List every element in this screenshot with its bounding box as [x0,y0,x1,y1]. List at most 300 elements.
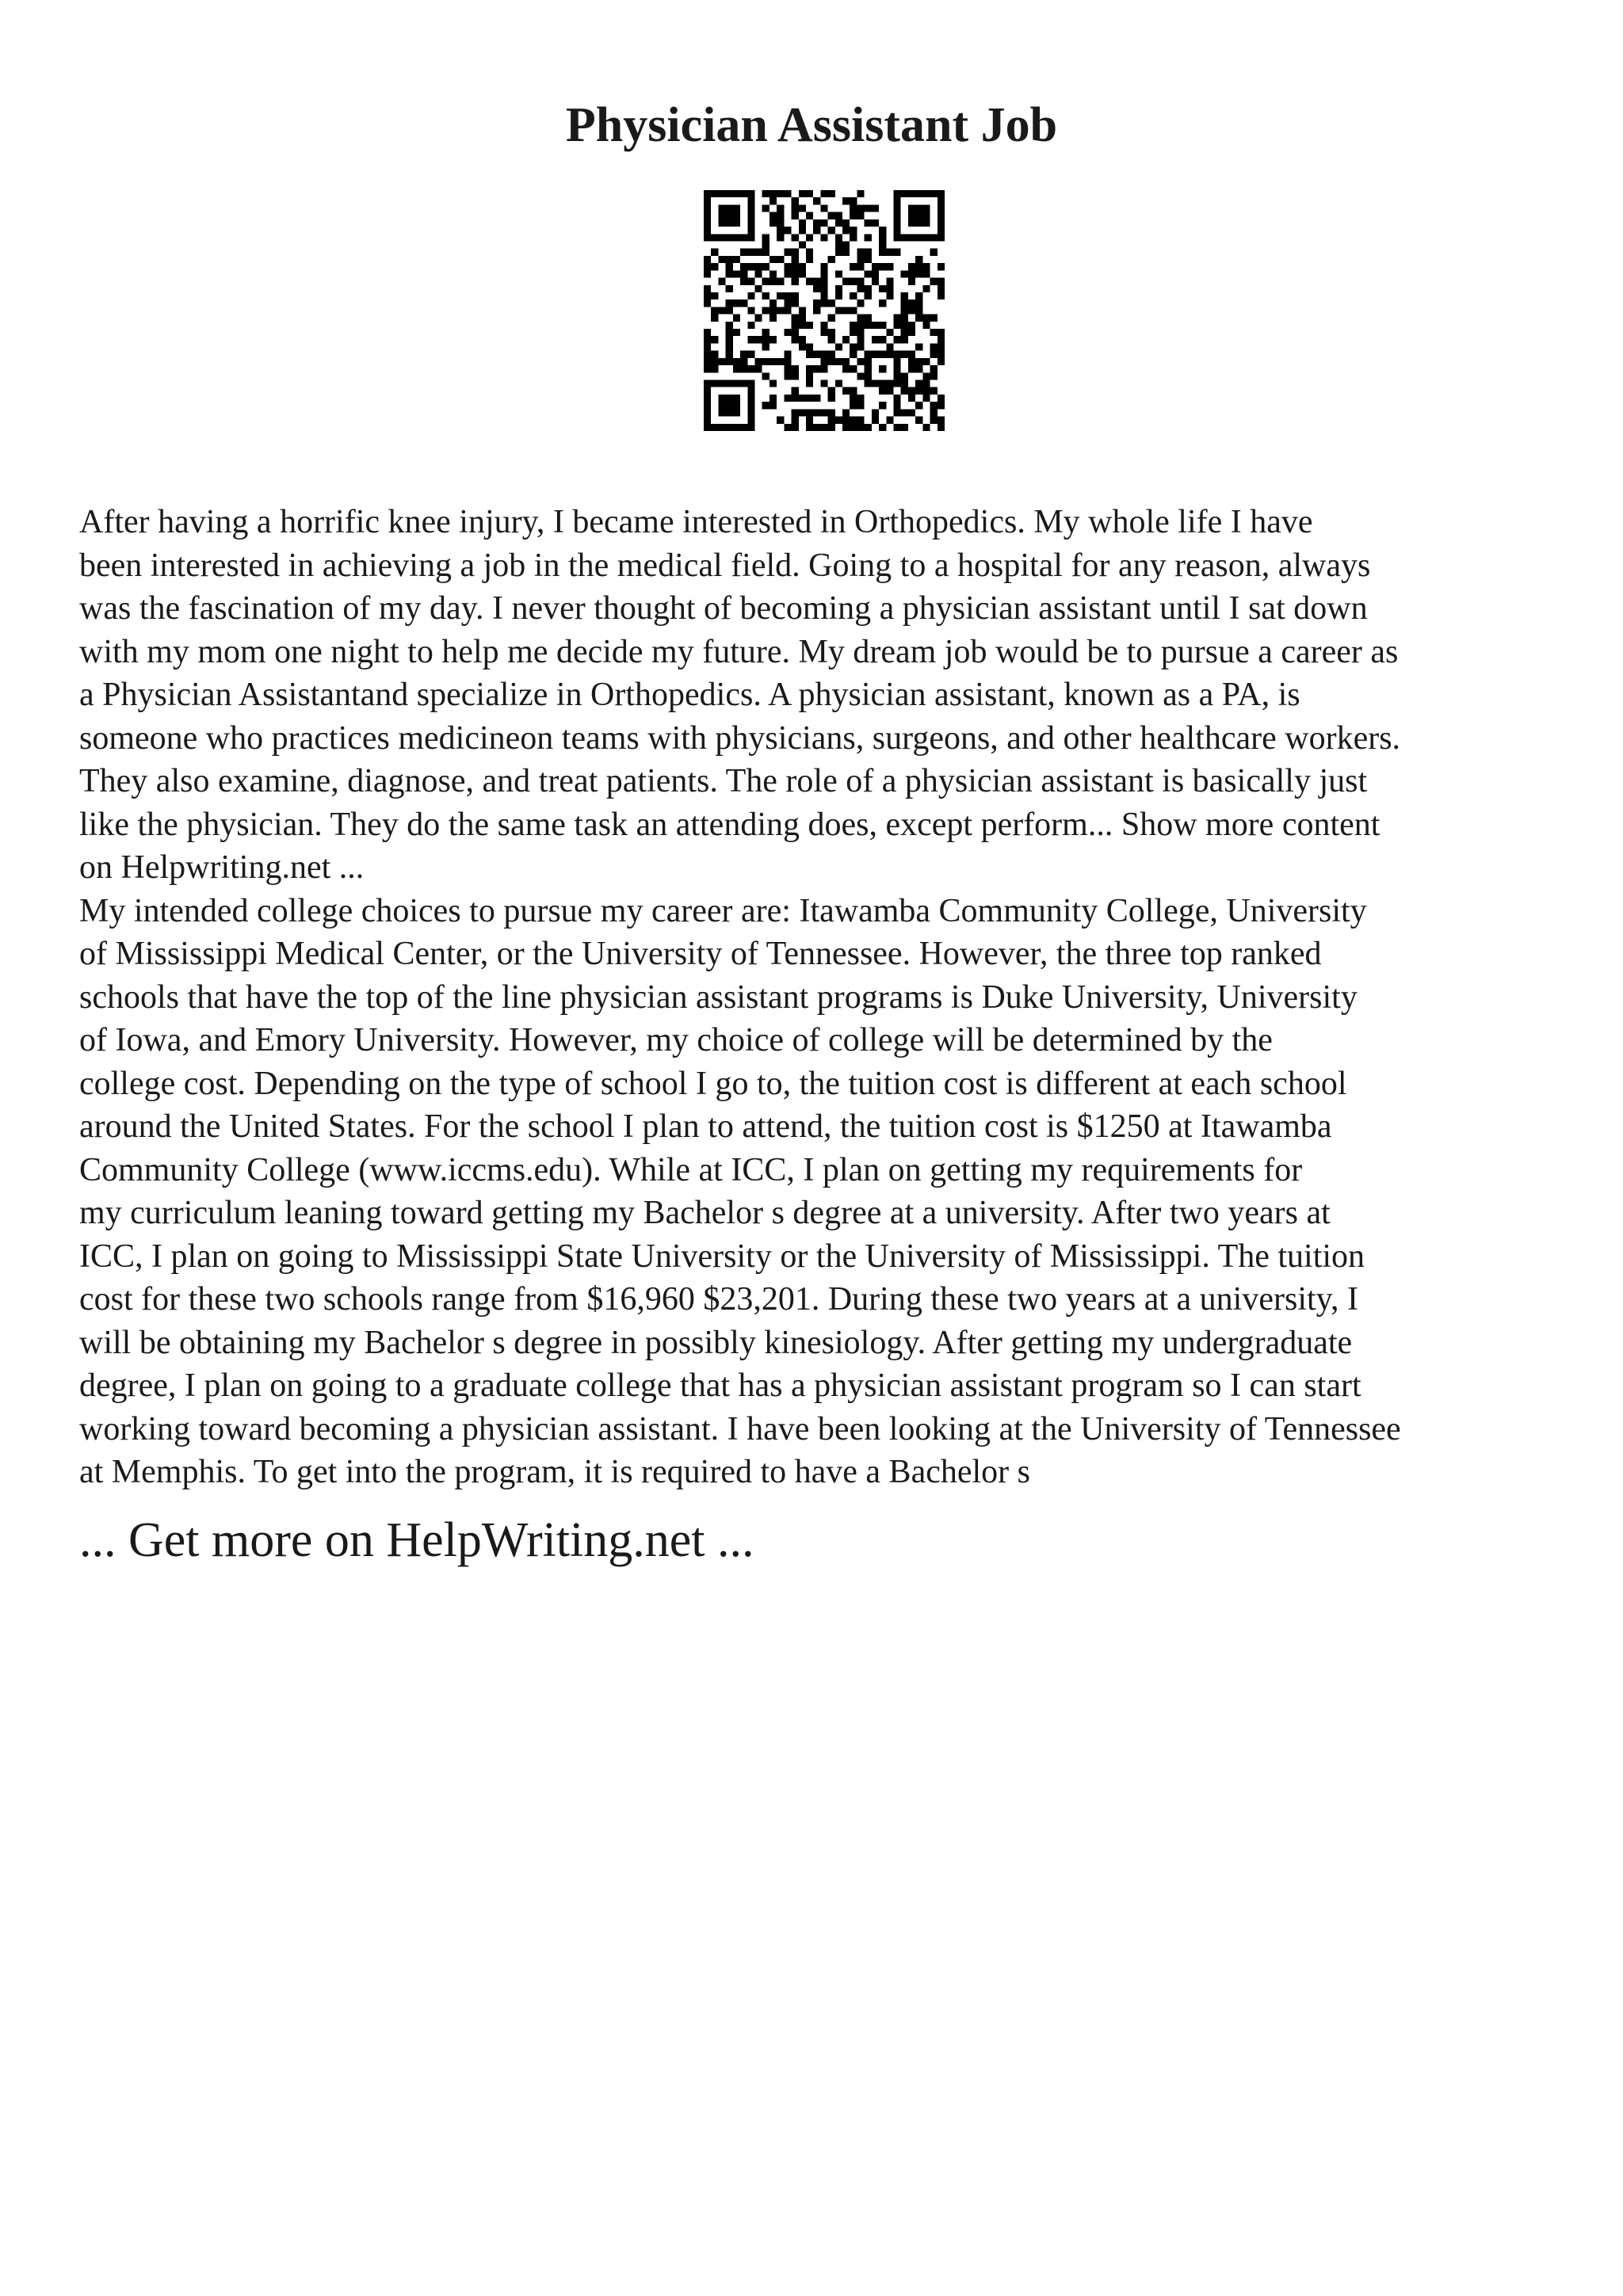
qr-module [930,402,938,409]
qr-module [726,358,733,365]
qr-module [799,190,806,197]
qr-module [792,409,799,416]
qr-module [850,307,857,314]
qr-module [784,307,791,314]
qr-module [857,256,864,263]
qr-module [792,204,799,212]
qr-module [886,387,893,395]
qr-module [704,292,711,299]
qr-module [747,234,754,241]
qr-module [792,315,799,322]
qr-module [718,380,725,387]
qr-module [886,380,893,387]
qr-module [769,336,777,343]
qr-module [718,190,725,197]
qr-module [879,227,886,234]
qr-module [894,402,901,409]
qr-module [850,402,857,409]
qr-module [938,292,945,299]
qr-module [704,256,711,263]
qr-module [733,234,740,241]
qr-module [777,227,784,234]
qr-module [726,219,733,227]
qr-module [922,372,930,379]
qr-module [769,197,777,204]
qr-module [747,409,754,416]
qr-module [828,351,835,358]
qr-module [894,372,901,379]
qr-module [762,372,769,379]
qr-module [704,336,711,343]
qr-module [820,409,827,416]
qr-module [762,402,769,409]
qr-module [857,372,864,379]
qr-module [842,227,850,234]
qr-module [886,417,893,424]
qr-module [922,424,930,431]
qr-module [938,343,945,350]
qr-module [704,395,711,402]
document-title: Physician Assistant Job [565,98,1058,152]
qr-module [711,249,718,256]
qr-module [850,395,857,402]
qr-module [915,358,922,365]
qr-module [792,256,799,263]
qr-module [813,395,820,402]
qr-module [835,234,842,241]
qr-module [733,402,740,409]
qr-module [754,365,762,372]
qr-module [747,190,754,197]
qr-module [704,204,711,212]
qr-module [704,409,711,416]
qr-module [769,402,777,409]
qr-module [747,336,754,343]
qr-module [908,299,915,307]
qr-module [828,336,835,343]
qr-module [769,380,777,387]
qr-module [850,365,857,372]
qr-module [886,292,893,299]
qr-module [835,307,842,314]
qr-module [857,263,864,270]
qr-module [879,365,886,372]
qr-module [879,285,886,292]
qr-module [915,219,922,227]
qr-module [762,329,769,336]
qr-module [865,292,872,299]
qr-module [733,315,740,322]
qr-module [784,227,791,234]
qr-module [850,322,857,329]
qr-module [769,256,777,263]
qr-module [922,322,930,329]
qr-module [799,307,806,314]
qr-module [747,307,754,314]
qr-module [726,204,733,212]
qr-module [865,358,872,365]
qr-module [842,219,850,227]
qr-module [799,322,806,329]
qr-module [747,212,754,219]
qr-module [733,329,740,336]
qr-module [704,365,711,372]
qr-module [894,204,901,212]
qr-module [704,351,711,358]
qr-module [820,322,827,329]
qr-module [784,365,791,372]
qr-module [754,336,762,343]
qr-module [857,285,864,292]
qr-module [901,380,908,387]
qr-module [711,380,718,387]
qr-module [740,351,747,358]
qr-module [922,219,930,227]
qr-module [915,307,922,314]
qr-module [740,234,747,241]
qr-module [792,278,799,285]
qr-module [879,424,886,431]
qr-module [740,299,747,307]
qr-module [704,299,711,307]
qr-module [747,292,754,299]
qr-code-graphic [704,190,945,431]
qr-module [813,219,820,227]
qr-module [872,409,879,416]
qr-module [704,380,711,387]
qr-module [850,234,857,241]
qr-module [792,372,799,379]
qr-module [733,219,740,227]
qr-module [777,219,784,227]
qr-module [930,343,938,350]
qr-module [784,292,791,299]
qr-module [799,241,806,248]
qr-module [762,263,769,270]
qr-module [850,197,857,204]
qr-module [711,365,718,372]
qr-module [820,219,827,227]
qr-module [806,234,813,241]
qr-module [747,219,754,227]
qr-module [792,249,799,256]
qr-module [792,234,799,241]
qr-module [842,241,850,248]
qr-module [908,270,915,277]
qr-module [842,358,850,365]
qr-module [799,395,806,402]
qr-module [828,227,835,234]
qr-module [908,365,915,372]
qr-module [740,190,747,197]
qr-module [799,204,806,212]
qr-module [718,256,725,263]
qr-module [872,351,879,358]
qr-module [747,322,754,329]
qr-module [747,351,754,358]
qr-module [792,329,799,336]
qr-module [777,190,784,197]
qr-module [726,336,733,343]
qr-module [747,417,754,424]
qr-module [938,395,945,402]
qr-module [901,299,908,307]
qr-module [930,365,938,372]
qr-module [704,402,711,409]
qr-module [901,307,908,314]
qr-module [792,299,799,307]
qr-module [718,409,725,416]
qr-module [784,329,791,336]
qr-module [784,351,791,358]
qr-module [733,395,740,402]
qr-module [872,417,879,424]
qr-module [792,417,799,424]
qr-module [806,256,813,263]
qr-module [842,424,850,431]
qr-module [879,380,886,387]
qr-module [842,417,850,424]
qr-module [747,365,754,372]
qr-module [879,322,886,329]
qr-module [835,417,842,424]
qr-module [726,409,733,416]
qr-module [857,395,864,402]
qr-module [740,358,747,365]
qr-module [747,278,754,285]
qr-module [792,322,799,329]
qr-module [857,322,864,329]
qr-module [842,387,850,395]
qr-module [792,395,799,402]
qr-module [704,197,711,204]
qr-module [828,190,835,197]
qr-module [894,249,901,256]
qr-module [930,409,938,416]
qr-module [762,336,769,343]
qr-module [835,219,842,227]
qr-module [784,395,791,402]
qr-module [747,424,754,431]
qr-module [711,351,718,358]
qr-module [777,292,784,299]
qr-module [718,204,725,212]
qr-module [792,365,799,372]
qr-module [908,387,915,395]
qr-module [922,315,930,322]
qr-module [915,402,922,409]
qr-module [747,402,754,409]
qr-module [792,424,799,431]
qr-module [762,292,769,299]
qr-module [930,190,938,197]
qr-module [813,307,820,314]
qr-module [718,278,725,285]
qr-module [850,212,857,219]
qr-module [726,395,733,402]
qr-module [806,249,813,256]
qr-module [718,424,725,431]
qr-module [733,270,740,277]
qr-module [894,358,901,365]
qr-module [704,263,711,270]
qr-module [806,372,813,379]
qr-module [857,299,864,307]
qr-module [726,212,733,219]
qr-module [769,307,777,314]
qr-module [865,256,872,263]
qr-module [726,424,733,431]
qr-module [740,278,747,285]
qr-module [769,270,777,277]
qr-module [865,270,872,277]
qr-module [704,329,711,336]
qr-module [915,299,922,307]
qr-module [784,190,791,197]
qr-module [850,278,857,285]
qr-module [733,190,740,197]
qr-module [908,234,915,241]
qr-module [857,249,864,256]
qr-module [784,249,791,256]
qr-module [747,395,754,402]
qr-module [930,329,938,336]
qr-module [850,417,857,424]
qr-module [915,315,922,322]
qr-module [908,278,915,285]
qr-module [799,270,806,277]
qr-module [879,234,886,241]
qr-module [879,249,886,256]
qr-module [718,219,725,227]
qr-module [865,372,872,379]
qr-module [726,343,733,350]
qr-module [857,358,864,365]
qr-module [850,329,857,336]
qr-module [865,285,872,292]
qr-module [842,365,850,372]
qr-module [915,343,922,350]
qr-module [908,263,915,270]
qr-module [886,329,893,336]
qr-module [894,197,901,204]
qr-module [792,387,799,395]
qr-module [872,336,879,343]
qr-module [894,190,901,197]
qr-module [806,322,813,329]
qr-module [879,299,886,307]
qr-module [754,270,762,277]
qr-module [922,358,930,365]
qr-module [704,387,711,395]
qr-module [747,204,754,212]
qr-module [922,285,930,292]
qr-module [828,424,835,431]
qr-module [901,409,908,416]
qr-module [813,197,820,204]
qr-module [908,204,915,212]
qr-module [777,256,784,263]
qr-module [908,219,915,227]
qr-module [930,234,938,241]
qr-module [915,204,922,212]
qr-module [872,270,879,277]
qr-module [850,424,857,431]
qr-module [762,234,769,241]
qr-module [835,270,842,277]
qr-module [938,227,945,234]
qr-module [938,402,945,409]
qr-module [938,424,945,431]
qr-module [799,263,806,270]
qr-module [762,307,769,314]
qr-module [704,219,711,227]
qr-module [828,315,835,322]
qr-module [777,234,784,241]
qr-module [930,351,938,358]
qr-module [747,227,754,234]
qr-module [938,204,945,212]
qr-module [842,278,850,285]
qr-module [784,299,791,307]
qr-module [754,315,762,322]
qr-module [879,387,886,395]
qr-module [865,315,872,322]
qr-module [754,358,762,365]
qr-module [879,241,886,248]
qr-module [769,212,777,219]
qr-module [820,270,827,277]
qr-module [828,299,835,307]
qr-module [930,417,938,424]
qr-module [711,358,718,365]
qr-module [828,387,835,395]
qr-module [799,343,806,350]
qr-module [762,241,769,248]
qr-module [820,299,827,307]
qr-module [835,285,842,292]
qr-module [857,402,864,409]
qr-module [711,190,718,197]
qr-module [777,417,784,424]
qr-module [754,263,762,270]
get-more-link[interactable]: ... Get more on HelpWriting.net ... [79,1513,754,1567]
qr-module [740,249,747,256]
qr-module [769,219,777,227]
qr-module [894,234,901,241]
qr-module [938,417,945,424]
qr-module [938,234,945,241]
qr-module [733,424,740,431]
qr-module [835,358,842,365]
qr-module [704,234,711,241]
qr-module [806,417,813,424]
qr-module [820,351,827,358]
qr-module [835,343,842,350]
qr-module [828,409,835,416]
qr-module [733,299,740,307]
qr-module [938,358,945,365]
qr-code-icon[interactable] [704,190,945,431]
qr-module [850,387,857,395]
qr-module [922,270,930,277]
qr-module [784,270,791,277]
qr-module [769,190,777,197]
qr-module [930,278,938,285]
qr-module [777,358,784,365]
qr-module [762,204,769,212]
qr-module [806,380,813,387]
